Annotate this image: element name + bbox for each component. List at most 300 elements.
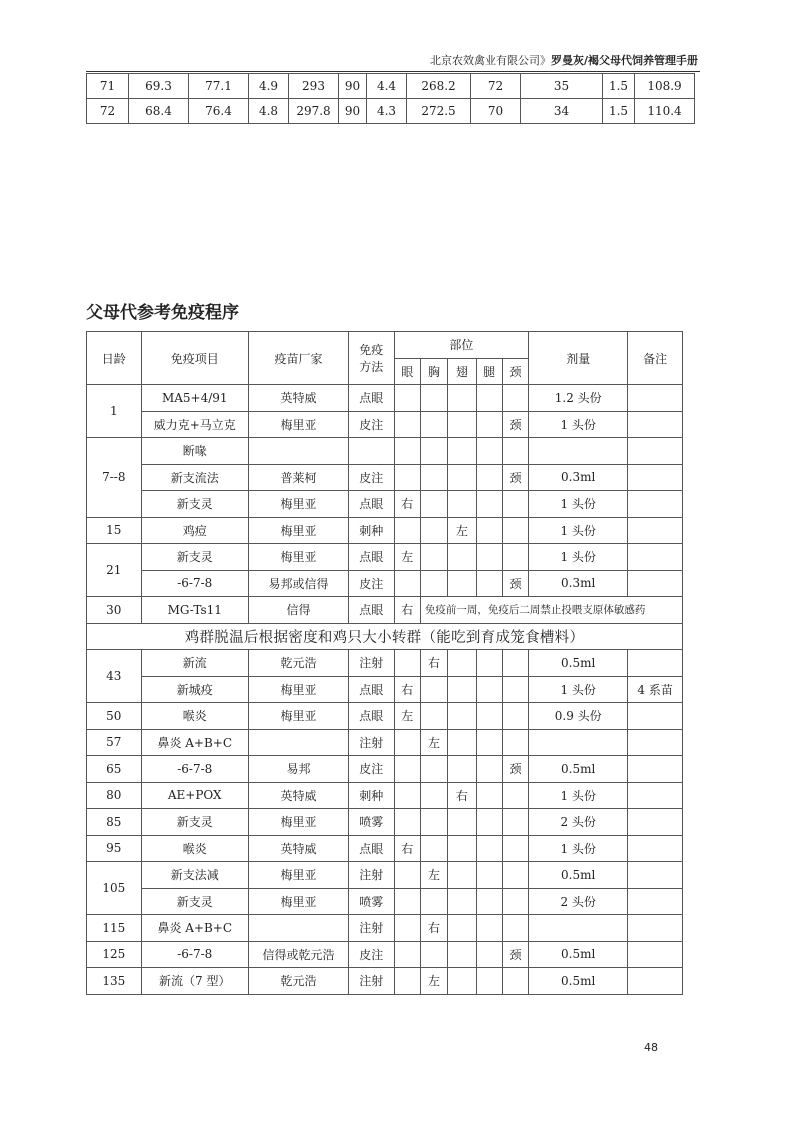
cell-item: MA5+4/91 <box>141 385 248 412</box>
transfer-note-banner: 鸡群脱温后根据密度和鸡只大小转群（能吃到育成笼食槽料） <box>87 623 683 650</box>
cell-day: 15 <box>87 517 142 544</box>
cell-maker: 梅里亚 <box>248 411 348 438</box>
cell-note <box>628 544 683 571</box>
table-row <box>87 888 683 915</box>
table-cell: 1.5 <box>603 99 635 124</box>
cell-chest <box>420 888 447 915</box>
cell-remark: 免疫前一周，免疫后二周禁止投喂支原体敏感药 <box>420 597 682 624</box>
cell-note <box>628 835 683 862</box>
cell-neck <box>502 968 528 995</box>
cell-eye <box>394 888 420 915</box>
cell-neck: 颈 <box>502 411 528 438</box>
cell-chest <box>420 809 447 836</box>
cell-day: 65 <box>87 756 142 783</box>
cell-leg <box>476 464 502 491</box>
header-note: 备注 <box>628 332 683 385</box>
cell-eye <box>394 570 420 597</box>
table-cell: 76.4 <box>189 99 249 124</box>
cell-leg <box>476 650 502 677</box>
table-cell: 69.3 <box>129 74 189 99</box>
table-cell: 1.5 <box>603 74 635 99</box>
cell-leg <box>476 517 502 544</box>
cell-leg <box>476 676 502 703</box>
cell-method: 点眼 <box>349 491 395 518</box>
cell-dose: 0.9 头份 <box>529 703 628 730</box>
cell-day: 80 <box>87 782 142 809</box>
cell-method: 点眼 <box>349 385 395 412</box>
cell-wing: 右 <box>448 782 476 809</box>
cell-item: 鸡痘 <box>141 517 248 544</box>
cell-neck <box>502 915 528 942</box>
cell-note <box>628 570 683 597</box>
cell-wing <box>448 570 476 597</box>
table-row <box>87 74 695 99</box>
cell-wing <box>448 411 476 438</box>
cell-method: 皮注 <box>349 570 395 597</box>
table-cell: 4.9 <box>249 74 289 99</box>
table-cell: 4.8 <box>249 99 289 124</box>
cell-wing <box>448 756 476 783</box>
header-wing: 翅 <box>448 358 476 385</box>
cell-leg <box>476 888 502 915</box>
cell-leg <box>476 491 502 518</box>
table-row <box>87 491 683 518</box>
cell-leg <box>476 756 502 783</box>
cell-eye: 左 <box>394 703 420 730</box>
cell-leg <box>476 570 502 597</box>
cell-neck <box>502 517 528 544</box>
cell-neck <box>502 544 528 571</box>
cell-chest: 左 <box>420 862 447 889</box>
cell-chest: 左 <box>420 729 447 756</box>
cell-wing <box>448 703 476 730</box>
cell-dose: 1 头份 <box>529 676 628 703</box>
table-cell: 34 <box>521 99 603 124</box>
cell-maker <box>248 438 348 465</box>
cell-chest <box>420 782 447 809</box>
cell-maker: 梅里亚 <box>248 703 348 730</box>
table-cell: 77.1 <box>189 74 249 99</box>
header-maker: 疫苗厂家 <box>248 332 348 385</box>
header-site: 部位 <box>394 332 529 359</box>
cell-neck <box>502 385 528 412</box>
cell-leg <box>476 968 502 995</box>
cell-wing <box>448 438 476 465</box>
table-cell: 90 <box>339 99 367 124</box>
cell-method: 皮注 <box>349 941 395 968</box>
cell-note <box>628 915 683 942</box>
cell-leg <box>476 411 502 438</box>
cell-day: 105 <box>87 862 142 915</box>
cell-chest <box>420 517 447 544</box>
cell-item: -6-7-8 <box>141 570 248 597</box>
cell-leg <box>476 544 502 571</box>
cell-eye <box>394 729 420 756</box>
cell-neck <box>502 888 528 915</box>
cell-dose: 0.5ml <box>529 862 628 889</box>
cell-wing <box>448 835 476 862</box>
page-number: 48 <box>644 1041 658 1054</box>
cell-dose <box>529 729 628 756</box>
cell-neck <box>502 438 528 465</box>
cell-item: MG-Ts11 <box>141 597 248 624</box>
cell-wing <box>448 544 476 571</box>
cell-wing: 左 <box>448 517 476 544</box>
table-row <box>87 782 683 809</box>
cell-note <box>628 888 683 915</box>
cell-eye: 右 <box>394 676 420 703</box>
cell-maker <box>248 915 348 942</box>
cell-method: 喷雾 <box>349 888 395 915</box>
cell-dose: 1 头份 <box>529 544 628 571</box>
cell-item: 新支灵 <box>141 491 248 518</box>
cell-item: 喉炎 <box>141 835 248 862</box>
cell-eye <box>394 809 420 836</box>
cell-day: 50 <box>87 703 142 730</box>
cell-item: 鼻炎 A+B+C <box>141 915 248 942</box>
cell-method: 点眼 <box>349 544 395 571</box>
cell-note <box>628 703 683 730</box>
cell-wing <box>448 888 476 915</box>
cell-dose: 2 头份 <box>529 809 628 836</box>
cell-neck: 颈 <box>502 570 528 597</box>
table-row <box>87 809 683 836</box>
cell-chest <box>420 411 447 438</box>
table-row <box>87 835 683 862</box>
cell-chest: 右 <box>420 650 447 677</box>
cell-item: 新支法减 <box>141 862 248 889</box>
header-chest: 胸 <box>420 358 447 385</box>
cell-day: 30 <box>87 597 142 624</box>
cell-day: 21 <box>87 544 142 597</box>
cell-eye <box>394 941 420 968</box>
cell-wing <box>448 385 476 412</box>
cell-item: 鼻炎 A+B+C <box>141 729 248 756</box>
cell-day: 135 <box>87 968 142 995</box>
table-row <box>87 703 683 730</box>
table-row <box>87 411 683 438</box>
cell-maker: 英特威 <box>248 385 348 412</box>
table-row <box>87 862 683 889</box>
cell-neck <box>502 862 528 889</box>
cell-leg <box>476 862 502 889</box>
cell-chest <box>420 570 447 597</box>
cell-neck: 颈 <box>502 756 528 783</box>
cell-note <box>628 941 683 968</box>
cell-eye <box>394 438 420 465</box>
cell-dose: 0.5ml <box>529 650 628 677</box>
cell-item: 新支灵 <box>141 544 248 571</box>
cell-dose: 1 头份 <box>529 517 628 544</box>
cell-day: 85 <box>87 809 142 836</box>
table-row <box>87 570 683 597</box>
cell-chest: 右 <box>420 915 447 942</box>
table-header-row <box>87 332 683 359</box>
cell-note <box>628 464 683 491</box>
cell-leg <box>476 915 502 942</box>
table-row <box>87 968 683 995</box>
cell-item: -6-7-8 <box>141 941 248 968</box>
table-row <box>87 650 683 677</box>
header-eye: 眼 <box>394 358 420 385</box>
cell-maker: 梅里亚 <box>248 862 348 889</box>
cell-chest <box>420 703 447 730</box>
cell-method: 注射 <box>349 650 395 677</box>
cell-dose: 0.5ml <box>529 941 628 968</box>
performance-table-continued <box>86 73 695 124</box>
cell-dose: 1 头份 <box>529 491 628 518</box>
table-row <box>87 385 683 412</box>
cell-eye: 右 <box>394 597 420 624</box>
cell-eye <box>394 464 420 491</box>
cell-wing <box>448 915 476 942</box>
cell-method: 注射 <box>349 968 395 995</box>
cell-leg <box>476 941 502 968</box>
cell-leg <box>476 729 502 756</box>
immunization-table <box>86 331 683 995</box>
cell-leg <box>476 703 502 730</box>
cell-dose: 0.5ml <box>529 968 628 995</box>
cell-dose: 1 头份 <box>529 411 628 438</box>
section-title: 父母代参考免疫程序 <box>86 303 239 323</box>
table-cell: 293 <box>289 74 339 99</box>
cell-item: 新支灵 <box>141 809 248 836</box>
cell-note <box>628 782 683 809</box>
cell-item: 喉炎 <box>141 703 248 730</box>
cell-method: 皮注 <box>349 756 395 783</box>
cell-item: 新城疫 <box>141 676 248 703</box>
cell-day: 1 <box>87 385 142 438</box>
cell-neck <box>502 650 528 677</box>
header-manual-title: 罗曼灰/褐父母代饲养管理手册 <box>550 54 698 67</box>
cell-item: 新流（7 型） <box>141 968 248 995</box>
cell-maker: 信得 <box>248 597 348 624</box>
cell-neck <box>502 835 528 862</box>
cell-leg <box>476 782 502 809</box>
cell-day: 115 <box>87 915 142 942</box>
cell-method: 皮注 <box>349 464 395 491</box>
cell-note <box>628 862 683 889</box>
cell-day: 125 <box>87 941 142 968</box>
cell-note <box>628 809 683 836</box>
cell-eye: 左 <box>394 544 420 571</box>
cell-wing <box>448 968 476 995</box>
table-row <box>87 941 683 968</box>
cell-maker: 普莱柯 <box>248 464 348 491</box>
cell-chest <box>420 438 447 465</box>
cell-method: 注射 <box>349 862 395 889</box>
cell-maker: 梅里亚 <box>248 517 348 544</box>
cell-note <box>628 729 683 756</box>
cell-day: 95 <box>87 835 142 862</box>
running-header <box>430 52 698 68</box>
cell-method: 刺种 <box>349 517 395 544</box>
cell-eye <box>394 385 420 412</box>
table-cell: 110.4 <box>635 99 695 124</box>
table-cell: 272.5 <box>407 99 471 124</box>
cell-item: AE+POX <box>141 782 248 809</box>
table-row <box>87 756 683 783</box>
table-row <box>87 517 683 544</box>
cell-maker: 信得或乾元浩 <box>248 941 348 968</box>
cell-maker <box>248 729 348 756</box>
cell-dose: 1.2 头份 <box>529 385 628 412</box>
cell-dose: 1 头份 <box>529 835 628 862</box>
table-row <box>87 99 695 124</box>
table-cell: 4.4 <box>367 74 407 99</box>
cell-eye <box>394 862 420 889</box>
cell-method: 点眼 <box>349 835 395 862</box>
cell-neck: 颈 <box>502 464 528 491</box>
cell-neck <box>502 782 528 809</box>
cell-dose: 1 头份 <box>529 782 628 809</box>
cell-neck <box>502 676 528 703</box>
header-leg: 腿 <box>476 358 502 385</box>
cell-maker: 梅里亚 <box>248 888 348 915</box>
header-dose: 剂量 <box>529 332 628 385</box>
cell-dose: 0.3ml <box>529 570 628 597</box>
cell-eye: 右 <box>394 835 420 862</box>
cell-note <box>628 517 683 544</box>
cell-wing <box>448 809 476 836</box>
header-item: 免疫项目 <box>141 332 248 385</box>
cell-day: 7--8 <box>87 438 142 518</box>
cell-wing <box>448 676 476 703</box>
cell-eye <box>394 915 420 942</box>
cell-day: 43 <box>87 650 142 703</box>
table-row <box>87 676 683 703</box>
cell-leg <box>476 438 502 465</box>
cell-method: 注射 <box>349 915 395 942</box>
header-neck: 颈 <box>502 358 528 385</box>
cell-note <box>628 438 683 465</box>
cell-neck: 颈 <box>502 941 528 968</box>
table-cell: 35 <box>521 74 603 99</box>
cell-dose: 0.3ml <box>529 464 628 491</box>
cell-chest <box>420 385 447 412</box>
cell-method: 点眼 <box>349 703 395 730</box>
cell-dose <box>529 438 628 465</box>
cell-leg <box>476 809 502 836</box>
cell-wing <box>448 464 476 491</box>
cell-item: 断喙 <box>141 438 248 465</box>
cell-maker: 乾元浩 <box>248 968 348 995</box>
cell-method: 点眼 <box>349 597 395 624</box>
cell-dose: 0.5ml <box>529 756 628 783</box>
banner-row <box>87 623 683 650</box>
cell-day: 57 <box>87 729 142 756</box>
table-cell: 108.9 <box>635 74 695 99</box>
cell-eye <box>394 782 420 809</box>
table-cell: 4.3 <box>367 99 407 124</box>
cell-method: 刺种 <box>349 782 395 809</box>
header-company: 北京农效禽业有限公司》 <box>429 54 551 67</box>
cell-neck <box>502 491 528 518</box>
cell-chest <box>420 676 447 703</box>
cell-method: 皮注 <box>349 411 395 438</box>
cell-eye <box>394 650 420 677</box>
table-cell: 68.4 <box>129 99 189 124</box>
cell-note <box>628 650 683 677</box>
table-cell: 70 <box>471 99 521 124</box>
cell-chest: 左 <box>420 968 447 995</box>
cell-note <box>628 968 683 995</box>
table-cell: 72 <box>471 74 521 99</box>
table-row <box>87 597 683 624</box>
cell-chest <box>420 835 447 862</box>
cell-maker: 英特威 <box>248 782 348 809</box>
cell-note <box>628 411 683 438</box>
table-row <box>87 544 683 571</box>
cell-item: -6-7-8 <box>141 756 248 783</box>
cell-wing <box>448 491 476 518</box>
cell-method <box>349 438 395 465</box>
cell-eye <box>394 968 420 995</box>
cell-leg <box>476 385 502 412</box>
table-row <box>87 915 683 942</box>
cell-neck <box>502 703 528 730</box>
cell-wing <box>448 862 476 889</box>
cell-chest <box>420 941 447 968</box>
cell-note: 4 系苗 <box>628 676 683 703</box>
cell-maker: 梅里亚 <box>248 544 348 571</box>
header-method-line2: 方法 <box>359 360 384 374</box>
cell-note <box>628 385 683 412</box>
cell-neck <box>502 809 528 836</box>
table-row <box>87 729 683 756</box>
cell-method: 点眼 <box>349 676 395 703</box>
table-cell: 297.8 <box>289 99 339 124</box>
table-cell: 71 <box>87 74 129 99</box>
cell-method: 注射 <box>349 729 395 756</box>
cell-wing <box>448 729 476 756</box>
table-row <box>87 438 683 465</box>
cell-chest <box>420 544 447 571</box>
cell-eye <box>394 517 420 544</box>
cell-wing <box>448 650 476 677</box>
cell-note <box>628 491 683 518</box>
table-cell: 90 <box>339 74 367 99</box>
cell-dose <box>529 915 628 942</box>
cell-maker: 英特威 <box>248 835 348 862</box>
table-row <box>87 464 683 491</box>
cell-neck <box>502 729 528 756</box>
cell-eye <box>394 756 420 783</box>
header-day: 日龄 <box>87 332 142 385</box>
cell-method: 喷雾 <box>349 809 395 836</box>
cell-item: 威力克+马立克 <box>141 411 248 438</box>
cell-eye: 右 <box>394 491 420 518</box>
cell-maker: 梅里亚 <box>248 809 348 836</box>
cell-maker: 梅里亚 <box>248 491 348 518</box>
cell-note <box>628 756 683 783</box>
cell-maker: 梅里亚 <box>248 676 348 703</box>
cell-maker: 易邦或信得 <box>248 570 348 597</box>
cell-item: 新流 <box>141 650 248 677</box>
cell-chest <box>420 756 447 783</box>
cell-chest <box>420 491 447 518</box>
table-cell: 268.2 <box>407 74 471 99</box>
cell-wing <box>448 941 476 968</box>
cell-eye <box>394 411 420 438</box>
cell-maker: 乾元浩 <box>248 650 348 677</box>
cell-dose: 2 头份 <box>529 888 628 915</box>
cell-item: 新支流法 <box>141 464 248 491</box>
table-cell: 72 <box>87 99 129 124</box>
header-method <box>349 332 395 385</box>
cell-chest <box>420 464 447 491</box>
cell-item: 新支灵 <box>141 888 248 915</box>
